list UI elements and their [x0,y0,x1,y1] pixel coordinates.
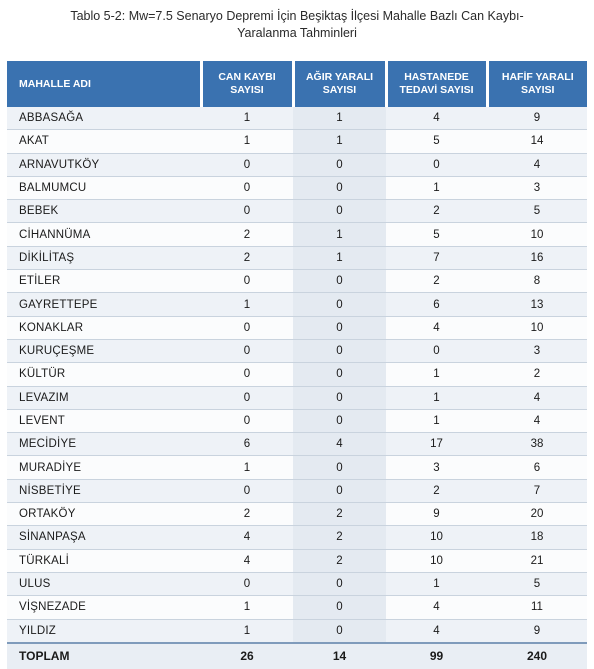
total-label: TOPLAM [7,643,201,669]
death-count-cell: 2 [201,223,293,246]
severe-injury-cell: 0 [293,409,386,432]
table-row [7,363,587,386]
light-injury-cell: 13 [487,293,587,316]
severe-injury-cell: 0 [293,479,386,502]
death-count-cell: 4 [201,526,293,549]
death-count-cell: 4 [201,549,293,572]
hospital-treatment-cell: 1 [386,572,487,595]
death-count-cell: 1 [201,456,293,479]
severe-injury-cell: 2 [293,526,386,549]
severe-injury-cell: 1 [293,130,386,153]
severe-injury-cell: 0 [293,456,386,479]
hospital-treatment-cell: 10 [386,526,487,549]
light-injury-cell: 10 [487,223,587,246]
hospital-treatment-cell: 1 [386,409,487,432]
light-injury-cell: 4 [487,409,587,432]
neighborhood-name-cell: MURADİYE [7,456,201,479]
hospital-treatment-cell: 9 [386,503,487,526]
death-count-cell: 1 [201,107,293,130]
light-injury-cell: 9 [487,619,587,643]
light-injury-cell: 6 [487,456,587,479]
hospital-treatment-cell: 2 [386,270,487,293]
hospital-treatment-cell: 0 [386,339,487,362]
neighborhood-name-cell: SİNANPAŞA [7,526,201,549]
hospital-treatment-cell: 4 [386,596,487,619]
neighborhood-name-cell: DİKİLİTAŞ [7,246,201,269]
table-row [7,619,587,643]
table-row [7,223,587,246]
table-row [7,107,587,130]
hospital-treatment-cell: 3 [386,456,487,479]
casualty-estimates-table [7,61,587,669]
light-injury-cell: 20 [487,503,587,526]
death-count-cell: 0 [201,316,293,339]
neighborhood-name-cell: ETİLER [7,270,201,293]
total-severe-injury-count: 14 [293,643,386,669]
hospital-treatment-cell: 6 [386,293,487,316]
table-row [7,293,587,316]
neighborhood-name-cell: CİHANNÜMA [7,223,201,246]
severe-injury-cell: 2 [293,503,386,526]
severe-injury-cell: 0 [293,270,386,293]
death-count-cell: 0 [201,479,293,502]
hospital-treatment-cell: 7 [386,246,487,269]
table-title-line-1: Tablo 5-2: Mw=7.5 Senaryo Depremi İçin Beşiktaş İlçesi Mahalle Bazlı Can Kaybı- [70,9,524,23]
severe-injury-cell: 0 [293,386,386,409]
table-row [7,316,587,339]
hospital-treatment-cell: 5 [386,223,487,246]
hospital-treatment-cell: 0 [386,153,487,176]
total-hospital-treatment-count: 99 [386,643,487,669]
neighborhood-name-cell: MECİDİYE [7,433,201,456]
light-injury-cell: 5 [487,572,587,595]
hospital-treatment-cell: 1 [386,176,487,199]
light-injury-cell: 14 [487,130,587,153]
severe-injury-cell: 1 [293,246,386,269]
neighborhood-name-cell: KURUÇEŞME [7,339,201,362]
header-neighborhood-name: MAHALLE ADI [7,61,201,107]
severe-injury-cell: 0 [293,200,386,223]
death-count-cell: 1 [201,130,293,153]
table-row [7,456,587,479]
neighborhood-name-cell: ORTAKÖY [7,503,201,526]
table-row [7,246,587,269]
neighborhood-name-cell: BALMUMCU [7,176,201,199]
table-row [7,270,587,293]
light-injury-cell: 11 [487,596,587,619]
neighborhood-name-cell: YILDIZ [7,619,201,643]
severe-injury-cell: 2 [293,549,386,572]
severe-injury-cell: 4 [293,433,386,456]
death-count-cell: 0 [201,176,293,199]
table-title [0,0,594,45]
neighborhood-name-cell: LEVAZIM [7,386,201,409]
table-row [7,479,587,502]
severe-injury-cell: 0 [293,176,386,199]
severe-injury-cell: 0 [293,153,386,176]
table-row [7,200,587,223]
header-row [7,61,587,107]
total-row [7,643,587,669]
total-death-count: 26 [201,643,293,669]
table-row [7,386,587,409]
hospital-treatment-cell: 10 [386,549,487,572]
death-count-cell: 0 [201,153,293,176]
table-body [7,107,587,643]
light-injury-cell: 8 [487,270,587,293]
severe-injury-cell: 0 [293,339,386,362]
light-injury-cell: 18 [487,526,587,549]
light-injury-cell: 5 [487,200,587,223]
table-title-line-2: Yaralanma Tahminleri [237,26,357,40]
severe-injury-cell: 0 [293,363,386,386]
neighborhood-name-cell: GAYRETTEPE [7,293,201,316]
death-count-cell: 0 [201,572,293,595]
light-injury-cell: 3 [487,339,587,362]
hospital-treatment-cell: 4 [386,107,487,130]
neighborhood-name-cell: BEBEK [7,200,201,223]
neighborhood-name-cell: LEVENT [7,409,201,432]
total-light-injury-count: 240 [487,643,587,669]
header-severe-injury-count: AĞIR YARALI SAYISI [293,61,386,107]
header-death-count: CAN KAYBI SAYISI [201,61,293,107]
death-count-cell: 0 [201,363,293,386]
severe-injury-cell: 0 [293,572,386,595]
hospital-treatment-cell: 4 [386,619,487,643]
light-injury-cell: 16 [487,246,587,269]
death-count-cell: 1 [201,619,293,643]
hospital-treatment-cell: 17 [386,433,487,456]
light-injury-cell: 2 [487,363,587,386]
light-injury-cell: 3 [487,176,587,199]
table-row [7,153,587,176]
light-injury-cell: 38 [487,433,587,456]
neighborhood-name-cell: ABBASAĞA [7,107,201,130]
death-count-cell: 0 [201,270,293,293]
death-count-cell: 0 [201,200,293,223]
header-hospital-treatment-count: HASTANEDE TEDAVİ SAYISI [386,61,487,107]
neighborhood-name-cell: NİSBETİYE [7,479,201,502]
table-row [7,130,587,153]
death-count-cell: 1 [201,293,293,316]
death-count-cell: 0 [201,386,293,409]
hospital-treatment-cell: 5 [386,130,487,153]
table-row [7,549,587,572]
death-count-cell: 0 [201,339,293,362]
neighborhood-name-cell: KÜLTÜR [7,363,201,386]
neighborhood-name-cell: ULUS [7,572,201,595]
table-row [7,433,587,456]
table-row [7,409,587,432]
neighborhood-name-cell: AKAT [7,130,201,153]
table-row [7,339,587,362]
light-injury-cell: 10 [487,316,587,339]
neighborhood-name-cell: TÜRKALİ [7,549,201,572]
light-injury-cell: 7 [487,479,587,502]
hospital-treatment-cell: 2 [386,200,487,223]
neighborhood-name-cell: VİŞNEZADE [7,596,201,619]
table-row [7,596,587,619]
hospital-treatment-cell: 1 [386,363,487,386]
table-row [7,503,587,526]
severe-injury-cell: 1 [293,223,386,246]
death-count-cell: 0 [201,409,293,432]
severe-injury-cell: 0 [293,316,386,339]
table-row [7,572,587,595]
death-count-cell: 6 [201,433,293,456]
severe-injury-cell: 1 [293,107,386,130]
table-row [7,176,587,199]
neighborhood-name-cell: ARNAVUTKÖY [7,153,201,176]
header-light-injury-count: HAFİF YARALI SAYISI [487,61,587,107]
death-count-cell: 2 [201,503,293,526]
light-injury-cell: 9 [487,107,587,130]
death-count-cell: 2 [201,246,293,269]
light-injury-cell: 21 [487,549,587,572]
severe-injury-cell: 0 [293,293,386,316]
severe-injury-cell: 0 [293,596,386,619]
severe-injury-cell: 0 [293,619,386,643]
death-count-cell: 1 [201,596,293,619]
hospital-treatment-cell: 1 [386,386,487,409]
table-row [7,526,587,549]
light-injury-cell: 4 [487,386,587,409]
hospital-treatment-cell: 4 [386,316,487,339]
hospital-treatment-cell: 2 [386,479,487,502]
neighborhood-name-cell: KONAKLAR [7,316,201,339]
light-injury-cell: 4 [487,153,587,176]
